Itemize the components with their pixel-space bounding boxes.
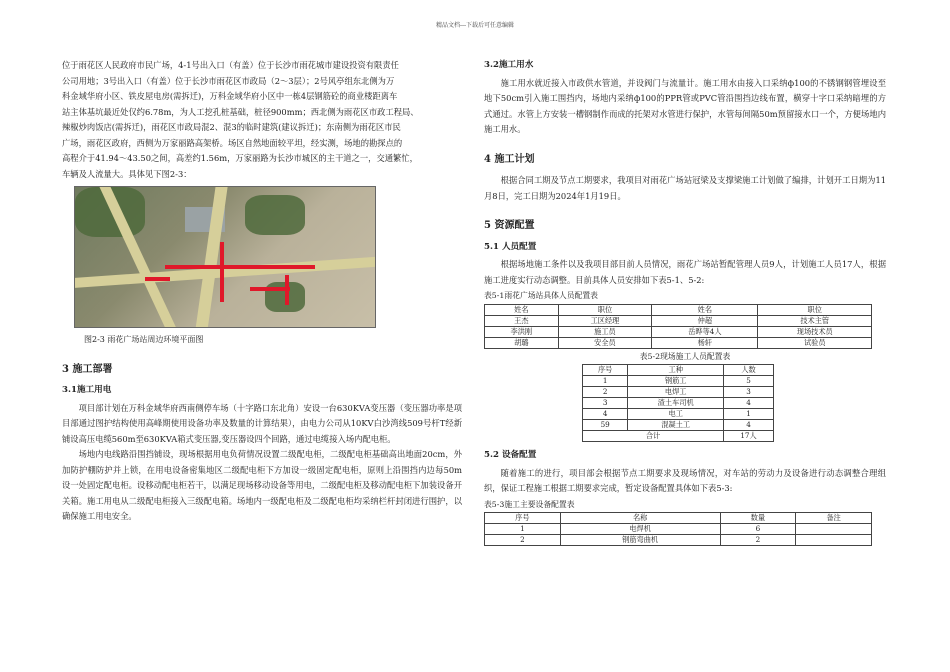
intro-line: 车辆及人流量大。具体见下图2-3： xyxy=(62,168,192,179)
section-3-1-paragraph: 场地内电线路沿围挡铺设，现场根据用电负荷情况设置二级配电柜，二级配电柜基础高出地面20cm，外加防护棚防护并上锁，在用电设备密集地区二级配电柜下方加设一级固定配电柜，原则上沿围挡内边每50m设一处固定配电柜。设移动配电柜若干，以满足现场移动设备等用电，二级配电柜及移动配电柜下加装设备开关箱。施工用电从二级配电柜接入三级配电箱。场地内一级配电柜及二级配电柜均采纳栏杆封闭进行围护，以确保施工用电安全。 xyxy=(62,449,462,521)
table-cell: 电焊机 xyxy=(560,524,720,535)
right-column xyxy=(484,58,886,546)
table-5-2 xyxy=(582,364,774,442)
table-cell xyxy=(796,535,872,546)
table-cell: 5 xyxy=(724,376,774,387)
table-row xyxy=(485,524,872,535)
intro-line: 公司用地；3号出入口（有盖）位于长沙市雨花区市政局（2～3层）；2号风亭组东北侧为万 xyxy=(62,75,395,86)
table-cell: 渣土车司机 xyxy=(628,398,724,409)
table-cell: 混凝土工 xyxy=(628,420,724,431)
section-5-1-paragraph: 根据场地施工条件以及我项目部目前人员情况，雨花广场站暂配管理人员9人，计划施工人员17人，根据施工进度实行动态调整。目前具体人员安排如下表5-1、5-2: xyxy=(484,259,886,285)
table-cell: 仲超 xyxy=(652,315,758,326)
intro-line: 高程介于41.94～43.50之间，高差约1.56m，万家丽路为长沙市城区的主干道之一，交通繁忙， xyxy=(62,153,418,163)
table-cell: 王杰 xyxy=(485,315,559,326)
intro-line: 科金域华府小区、铁皮屋电房(需拆迁)，万科金域华府小区中一栋4层钢筋砼的商业楼距离车 xyxy=(62,91,398,101)
table-cell: 6 xyxy=(720,524,796,535)
table-5-2-caption: 表5-2现场施工人员配置表 xyxy=(639,351,731,361)
site-aerial-map xyxy=(74,186,376,328)
table-header-cell: 姓名 xyxy=(485,304,559,315)
table-row xyxy=(583,420,774,431)
table-cell: 1 xyxy=(583,376,628,387)
table-header-cell: 名称 xyxy=(560,513,720,524)
page-header: 精品文档---下载后可任意编辑 xyxy=(435,22,515,29)
intro-line: 站主体基坑最近处仅约6.78m，为人工挖孔桩基础，桩径900mm；西北侧为雨花区市政工程局、 xyxy=(62,106,419,117)
section-5-title: 5 资源配置 xyxy=(484,220,535,231)
section-3-2-paragraph: 施工用水就近接入市政供水管道，并设阀门与流量计。施工用水由接入口采纳ф100的不锈钢钢管埋设至地下50cm引入施工围挡内，场地内采纳ф100的PPR管或PVC管沿围挡边线布置，横穿十字口采纳暗埋的方式通过。水管上方安装一槽钢制作而成的托架对水管进行保护，水管每间隔50m预留接水口一个，方便场地内施工用水。 xyxy=(484,77,886,134)
table-cell: 施工员 xyxy=(558,326,652,337)
section-3-title: 3 施工部署 xyxy=(62,363,113,375)
table-cell: 工区经理 xyxy=(558,315,652,326)
table-header-row xyxy=(485,513,872,524)
left-column xyxy=(62,58,462,525)
intro-line: 辣椒炒肉饭店(需拆迁)，雨花区市政局混2、混3的临时建筑(建议拆迁)；东南侧为雨花区市民 xyxy=(62,122,401,132)
table-row xyxy=(485,326,872,337)
table-cell: 1 xyxy=(724,409,774,420)
table-header-cell: 职位 xyxy=(558,304,652,315)
table-cell: 2 xyxy=(583,387,628,398)
section-4-paragraph: 根据合同工期及节点工期要求，我项目对雨花广场站冠梁及支撑梁施工计划做了编排，计划开工日期为11月8日，完工日期为2024年1月19日。 xyxy=(484,175,886,201)
table-5-3 xyxy=(484,512,872,546)
table-header-cell: 数量 xyxy=(720,513,796,524)
table-cell: 4 xyxy=(724,398,774,409)
table-cell: 胡璐 xyxy=(485,337,559,348)
table-cell: 钢筋工 xyxy=(628,376,724,387)
section-3-2-title: 3.2施工用水 xyxy=(484,60,534,70)
table-header-cell: 人数 xyxy=(724,365,774,376)
table-cell: 2 xyxy=(485,535,561,546)
table-row xyxy=(583,376,774,387)
table-cell: 3 xyxy=(583,398,628,409)
table-cell: 杨轩 xyxy=(652,337,758,348)
table-cell: 电工 xyxy=(628,409,724,420)
table-cell: 现场技术员 xyxy=(758,326,872,337)
table-row xyxy=(583,398,774,409)
table-total-row xyxy=(583,431,774,442)
section-3-1-paragraph: 项目部计划在万科金域华府西南侧停车场（十字路口东北角）安设一台630KVA变压器（变压器功率是项目部通过图护结构使用高峰期使用设备功率及数量的计算结果），由电力公司从10KV白沙湾线509号杆T经新铺设高压电缆560m至630KVA箱式变压器,变压器设四个回路，通过电缆接入场内配电柜。 xyxy=(62,402,462,444)
table-cell: 4 xyxy=(724,420,774,431)
table-header-cell: 职位 xyxy=(758,304,872,315)
table-row xyxy=(485,337,872,348)
table-header-cell: 备注 xyxy=(796,513,872,524)
table-cell: 李洪刚 xyxy=(485,326,559,337)
table-5-1-caption: 表5-1雨花广场站具体人员配置表 xyxy=(484,291,598,300)
section-5-2-title: 5.2 设备配置 xyxy=(484,450,537,460)
table-row xyxy=(583,387,774,398)
figure-caption: 图2-3 雨花广场站周边环境平面图 xyxy=(84,335,204,344)
table-cell: 17人 xyxy=(724,431,774,442)
table-header-cell: 工种 xyxy=(628,365,724,376)
intro-line: 位于雨花区人民政府市民广场，4-1号出入口（有盖）位于长沙市雨花城市建设投资有限责任 xyxy=(62,60,399,70)
section-5-1-title: 5.1 人员配置 xyxy=(484,241,537,252)
table-cell: 3 xyxy=(724,387,774,398)
table-cell: 59 xyxy=(583,420,628,431)
table-header-row xyxy=(583,365,774,376)
table-row xyxy=(485,315,872,326)
table-header-cell: 序号 xyxy=(485,513,561,524)
table-cell: 安全员 xyxy=(558,337,652,348)
section-4-title: 4 施工计划 xyxy=(484,153,535,165)
table-cell: 4 xyxy=(583,409,628,420)
table-5-1 xyxy=(484,304,872,349)
table-cell: 试验员 xyxy=(758,337,872,348)
table-header-cell: 姓名 xyxy=(652,304,758,315)
table-cell: 1 xyxy=(485,524,561,535)
table-cell: 钢筋弯曲机 xyxy=(560,535,720,546)
table-header-cell: 序号 xyxy=(583,365,628,376)
table-5-3-caption: 表5-3施工主要设备配置表 xyxy=(484,499,575,509)
table-cell: 技术主管 xyxy=(758,315,872,326)
table-row xyxy=(583,409,774,420)
table-cell: 合计 xyxy=(583,431,724,442)
section-5-2-paragraph: 随着施工的进行，项目部会根据节点工期要求及现场情况，对车站的劳动力及设备进行动态调整合理组织，保证工程施工根据工期要求完成，暂定设备配置具体如下表5-3: xyxy=(484,467,886,493)
table-row xyxy=(485,535,872,546)
table-header-row xyxy=(485,304,872,315)
table-cell: 2 xyxy=(720,535,796,546)
intro-line: 广场，雨花区政府，西侧为万家丽路高架桥。场区自然地面较平坦，经实测，场地的勘探点的 xyxy=(62,137,403,148)
table-cell xyxy=(796,524,872,535)
section-3-1-title: 3.1施工用电 xyxy=(62,385,112,395)
table-cell: 电焊工 xyxy=(628,387,724,398)
table-cell: 岳晔等4人 xyxy=(652,326,758,337)
